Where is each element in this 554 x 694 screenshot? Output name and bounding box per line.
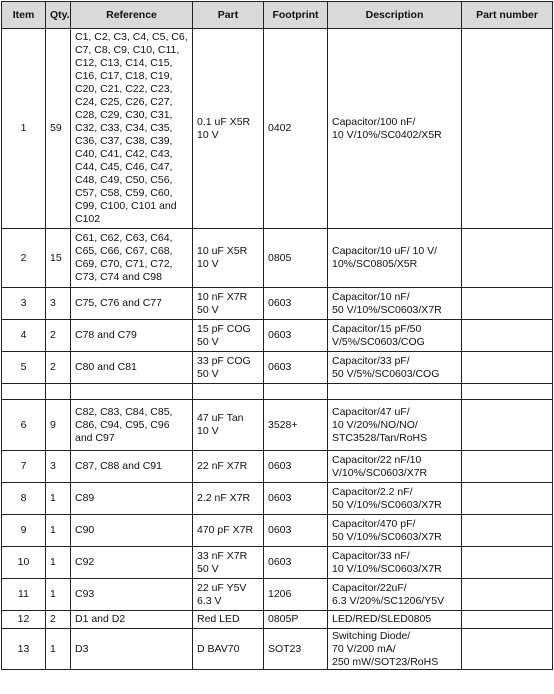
part-cell-line: 10 V [197, 128, 219, 141]
description-cell-line: 10 V/20%/NO/NO/ [332, 418, 418, 431]
item-cell [2, 384, 46, 400]
reference-cell-line: C28, C29, C30, C31, [75, 109, 173, 121]
description-cell-line: Capacitor/100 nF/ [332, 115, 416, 128]
reference-cell-line: C90 [75, 524, 95, 536]
part-number-cell [462, 451, 553, 483]
description-cell-line: 10 V/10%/SC0402/X5R [332, 128, 442, 141]
reference-cell [71, 384, 193, 400]
qty-cell: 1 [46, 515, 71, 547]
header-footprint: Footprint [264, 2, 328, 29]
description-cell-line: Capacitor/22uF/ [332, 581, 407, 594]
reference-cell-line: C78 and C79 [75, 329, 137, 341]
description-cell-line: Capacitor/15 pF/50 [332, 322, 422, 335]
item-cell: 1 [2, 29, 46, 229]
reference-cell-line: C92 [75, 556, 95, 568]
description-cell-line: V/5%/SC0603/COG [332, 335, 425, 348]
reference-cell-line: and C97 [75, 431, 115, 444]
reference-cell [71, 579, 193, 611]
reference-cell-line: C32, C33, C34, C35, [75, 122, 173, 134]
item-cell: 4 [2, 320, 46, 352]
reference-cell-line: C65, C66, C67, C68, [75, 245, 173, 257]
part-cell-line: 22 uF Y5V [197, 581, 247, 594]
footprint-cell: 0603 [264, 483, 328, 515]
footprint-cell: 0603 [264, 547, 328, 579]
reference-cell-line: C89 [75, 492, 95, 504]
reference-cell-line: C93 [75, 588, 95, 600]
footprint-cell: 0603 [264, 451, 328, 483]
table-row [2, 515, 553, 547]
reference-cell-line: C16, C17, C18, C19, [75, 70, 173, 82]
part-cell-line: 47 uF Tan [197, 412, 244, 424]
reference-cell-line: C12, C13, C14, C15, [75, 57, 173, 69]
part-cell [193, 611, 264, 629]
item-cell: 6 [2, 400, 46, 451]
part-number-cell [462, 611, 553, 629]
table-row [2, 547, 553, 579]
description-cell-line: V/10%/SC0603/X7R [332, 466, 428, 479]
footprint-cell: 0603 [264, 288, 328, 320]
qty-cell: 3 [46, 451, 71, 483]
part-cell [193, 384, 264, 400]
item-cell: 10 [2, 547, 46, 579]
part-cell-line: 15 pF COG [197, 322, 251, 335]
part-cell [193, 547, 264, 579]
footprint-cell: 1206 [264, 579, 328, 611]
reference-cell [71, 352, 193, 384]
description-cell-line: Capacitor/10 uF/ 10 V/ [332, 245, 438, 257]
description-cell-line: 50 V/10%/SC0603/X7R [332, 530, 442, 543]
table-row [2, 451, 553, 483]
reference-cell-line: C7, C8, C9, C10, C11, [75, 44, 180, 56]
part-number-cell [462, 352, 553, 384]
qty-cell [46, 384, 71, 400]
part-cell-line: 470 pF X7R [197, 524, 254, 536]
part-cell-line: 50 V [197, 335, 219, 348]
description-cell [328, 515, 462, 547]
part-number-cell [462, 29, 553, 229]
reference-cell [71, 611, 193, 629]
description-cell-line: Capacitor/22 nF/10 [332, 453, 422, 466]
reference-cell-line: C57, C58, C59, C60, [75, 187, 173, 199]
reference-cell-line: C69, C70, C71, C72, [75, 258, 173, 270]
description-cell-line: Switching Diode/ [332, 629, 411, 642]
description-cell [328, 611, 462, 629]
table-row [2, 29, 553, 229]
table-row [2, 579, 553, 611]
qty-cell: 3 [46, 288, 71, 320]
table-row [2, 629, 553, 670]
description-cell-line: Capacitor/33 pF/ [332, 354, 410, 367]
description-cell-line: 6.3 V/20%/SC1206/Y5V [332, 594, 445, 607]
item-cell: 11 [2, 579, 46, 611]
description-cell [328, 451, 462, 483]
description-cell [328, 547, 462, 579]
item-cell: 7 [2, 451, 46, 483]
item-cell: 5 [2, 352, 46, 384]
qty-cell: 1 [46, 629, 71, 670]
item-cell: 9 [2, 515, 46, 547]
reference-cell [71, 320, 193, 352]
part-cell-line: 50 V [197, 367, 219, 380]
part-cell-line: D BAV70 [197, 642, 240, 655]
part-number-cell [462, 384, 553, 400]
part-cell [193, 288, 264, 320]
part-cell [193, 29, 264, 229]
part-cell-line: 22 nF X7R [197, 460, 248, 472]
footprint-cell: SOT23 [264, 629, 328, 670]
reference-cell-line: D3 [75, 642, 89, 655]
header-part-number: Part number [462, 2, 553, 29]
reference-cell-line: C99, C100, C101 and [75, 200, 177, 212]
description-cell-line: 50 V/10%/SC0603/X7R [332, 303, 442, 316]
item-cell: 2 [2, 229, 46, 288]
description-cell [328, 229, 462, 288]
description-cell [328, 384, 462, 400]
footprint-cell: 0805P [264, 611, 328, 629]
description-cell-line: Capacitor/33 nF/ [332, 549, 410, 562]
part-cell [193, 229, 264, 288]
part-number-cell [462, 579, 553, 611]
part-cell-line: 50 V [197, 303, 219, 316]
description-cell-line: Capacitor/470 pF/ [332, 517, 416, 530]
reference-cell-line: C73, C74 and C98 [75, 271, 162, 283]
footprint-cell: 0402 [264, 29, 328, 229]
reference-cell-line: C80 and C81 [75, 361, 137, 373]
reference-cell [71, 515, 193, 547]
part-number-cell [462, 547, 553, 579]
part-cell-line: 50 V [197, 562, 219, 575]
part-cell [193, 320, 264, 352]
part-cell-line: 10 nF X7R [197, 290, 248, 303]
table-row [2, 352, 553, 384]
reference-cell [71, 629, 193, 670]
reference-cell-line: D1 and D2 [75, 613, 126, 625]
reference-cell-line: C87, C88 and C91 [75, 460, 162, 472]
header-part: Part [193, 2, 264, 29]
item-cell: 13 [2, 629, 46, 670]
description-cell-line: 70 V/200 mA/ [332, 642, 396, 655]
item-cell: 3 [2, 288, 46, 320]
footprint-cell [264, 384, 328, 400]
reference-cell [71, 547, 193, 579]
part-cell [193, 515, 264, 547]
table-row [2, 288, 553, 320]
reference-cell [71, 400, 193, 451]
part-cell [193, 352, 264, 384]
description-cell-line: Capacitor/47 uF/ [332, 405, 410, 418]
description-cell [328, 629, 462, 670]
description-cell-line: 10 V/10%/SC0603/X7R [332, 562, 442, 575]
qty-cell: 1 [46, 579, 71, 611]
qty-cell: 59 [46, 29, 71, 229]
table-row [2, 400, 553, 451]
part-cell [193, 451, 264, 483]
item-cell: 8 [2, 483, 46, 515]
qty-cell: 2 [46, 611, 71, 629]
part-cell-line: 2.2 nF X7R [197, 492, 251, 504]
part-number-cell [462, 483, 553, 515]
reference-cell-line: C24, C25, C26, C27, [75, 96, 173, 108]
part-cell [193, 579, 264, 611]
table-header [2, 2, 553, 29]
description-cell [328, 29, 462, 229]
reference-cell-line: C102 [75, 213, 101, 225]
footprint-cell: 0603 [264, 515, 328, 547]
table-row [2, 229, 553, 288]
header-item: Item [2, 2, 46, 29]
part-number-cell [462, 229, 553, 288]
reference-cell-line: C86, C94, C95, C96 [75, 418, 170, 431]
part-number-cell [462, 629, 553, 670]
reference-cell-line: C48, C49, C50, C56, [75, 174, 173, 186]
header-row [2, 2, 553, 29]
part-cell-line: 6.3 V [197, 594, 222, 607]
part-cell-line: 33 pF COG [197, 354, 251, 367]
reference-cell-line: C40, C41, C42, C43, [75, 148, 173, 160]
part-cell [193, 400, 264, 451]
description-cell-line: Capacitor/10 nF/ [332, 290, 410, 303]
reference-cell-line: C61, C62, C63, C64, [75, 232, 173, 244]
description-cell [328, 352, 462, 384]
table-row [2, 320, 553, 352]
reference-cell-line: C44, C45, C46, C47, [75, 161, 173, 173]
bom-table [1, 1, 553, 670]
reference-cell-line: C1, C2, C3, C4, C5, C6, [75, 31, 188, 43]
footprint-cell: 0603 [264, 352, 328, 384]
part-cell-line: 10 V [197, 258, 219, 270]
description-cell-line: LED/RED/SLED0805 [332, 613, 432, 625]
part-cell-line: 10 V [197, 425, 219, 437]
description-cell [328, 483, 462, 515]
footprint-cell: 3528+ [264, 400, 328, 451]
part-cell-line: 33 nF X7R [197, 549, 248, 562]
part-number-cell [462, 288, 553, 320]
part-number-cell [462, 320, 553, 352]
qty-cell: 1 [46, 547, 71, 579]
reference-cell-line: C75, C76 and C77 [75, 297, 162, 309]
description-cell-line: 10%/SC0805/X5R [332, 258, 418, 270]
part-cell-line: 0.1 uF X5R [197, 115, 251, 128]
table-row [2, 611, 553, 629]
reference-cell [71, 288, 193, 320]
part-number-cell [462, 515, 553, 547]
description-cell-line: 50 V/10%/SC0603/X7R [332, 498, 442, 511]
qty-cell: 1 [46, 483, 71, 515]
description-cell-line: Capacitor/2.2 nF/ [332, 485, 413, 498]
header-qty: Qty. [46, 2, 71, 29]
item-cell: 12 [2, 611, 46, 629]
reference-cell [71, 451, 193, 483]
description-cell [328, 579, 462, 611]
description-cell [328, 400, 462, 451]
header-reference: Reference [71, 2, 193, 29]
qty-cell: 2 [46, 320, 71, 352]
qty-cell: 15 [46, 229, 71, 288]
qty-cell: 2 [46, 352, 71, 384]
header-description: Description [328, 2, 462, 29]
table-row [2, 483, 553, 515]
reference-cell-line: C82, C83, C84, C85, [75, 405, 173, 418]
description-cell-line: 50 V/5%/SC0603/COG [332, 367, 440, 380]
spacer-row [2, 384, 553, 400]
part-cell [193, 629, 264, 670]
description-cell-line: 250 mW/SOT23/RoHS [332, 655, 439, 668]
part-cell-line: 10 uF X5R [197, 245, 248, 257]
reference-cell [71, 483, 193, 515]
part-cell [193, 483, 264, 515]
description-cell [328, 320, 462, 352]
reference-cell [71, 229, 193, 288]
description-cell-line: STC3528/Tan/RoHS [332, 431, 428, 444]
table-body [2, 29, 553, 670]
description-cell [328, 288, 462, 320]
part-number-cell [462, 400, 553, 451]
part-cell-line: Red LED [197, 613, 240, 625]
footprint-cell: 0603 [264, 320, 328, 352]
reference-cell [71, 29, 193, 229]
reference-cell-line: C36, C37, C38, C39, [75, 135, 173, 147]
reference-cell-line: C20, C21, C22, C23, [75, 83, 173, 95]
footprint-cell: 0805 [264, 229, 328, 288]
qty-cell: 9 [46, 400, 71, 451]
